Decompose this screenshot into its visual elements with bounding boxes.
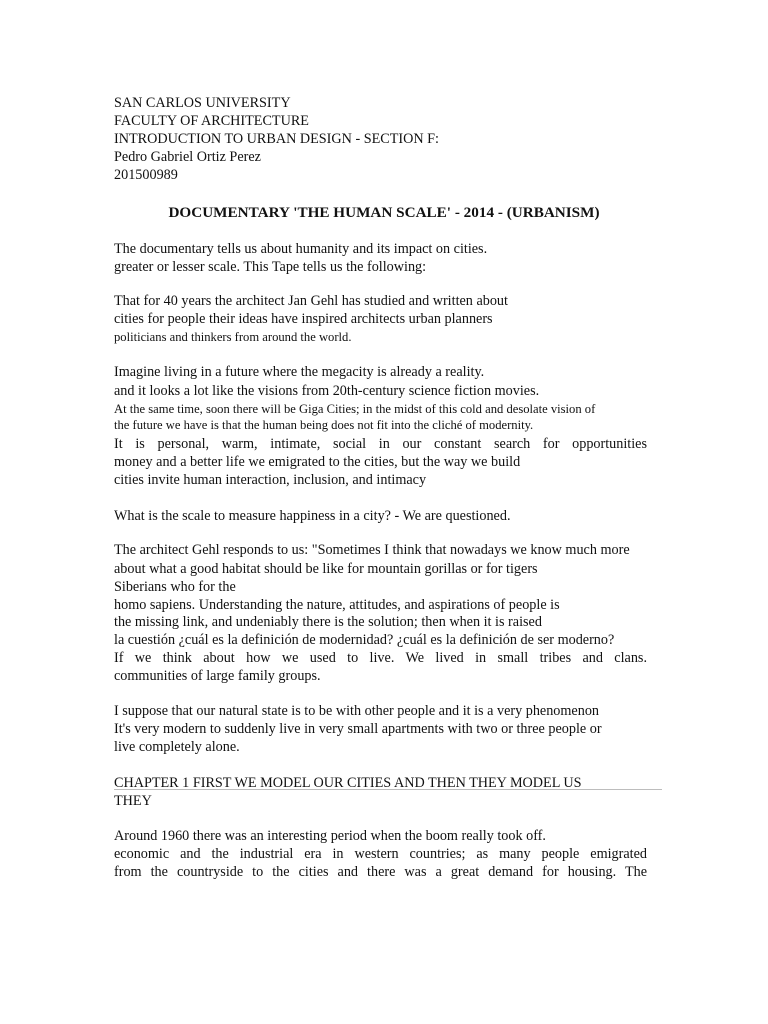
chapter-heading: CHAPTER 1 FIRST WE MODEL OUR CITIES AND THEN THEY MODEL US <box>114 775 582 791</box>
document-title: DOCUMENTARY 'THE HUMAN SCALE' - 2014 - (URBANISM) <box>168 204 600 221</box>
paragraph-line: economic and the industrial era in western countries; as many people emigrated <box>114 846 647 862</box>
paragraph-line: the missing link, and undeniably there is the solution; then when it is raised <box>114 614 542 630</box>
paragraph-line: At the same time, soon there will be Giga Cities; in the midst of this cold and desolate vision of <box>114 402 596 416</box>
paragraph-line: Imagine living in a future where the megacity is already a reality. <box>114 364 485 380</box>
paragraph-line: greater or lesser scale. This Tape tells us the following: <box>114 259 427 275</box>
chapter-heading: THEY <box>114 793 152 809</box>
paragraph-line: cities invite human interaction, inclusion, and intimacy <box>114 472 427 488</box>
paragraph-line: communities of large family groups. <box>114 668 321 684</box>
paragraph-line: Siberians who for the <box>114 579 236 595</box>
paragraph-line: from the countryside to the cities and there was a great demand for housing. The <box>114 864 647 880</box>
paragraph-line: politicians and thinkers from around the world. <box>114 330 352 344</box>
paragraph-line: It is personal, warm, intimate, social in our constant search for opportunities <box>114 436 647 452</box>
chapter-rule <box>114 789 662 790</box>
paragraph-line: homo sapiens. Understanding the nature, attitudes, and aspirations of people is <box>114 597 560 613</box>
paragraph-line: I suppose that our natural state is to be with other people and it is a very phenomenon <box>114 703 600 719</box>
paragraph-line: money and a better life we emigrated to the cities, but the way we build <box>114 454 521 470</box>
paragraph-line: la cuestión ¿cuál es la definición de modernidad? ¿cuál es la definición de ser moderno? <box>114 632 615 648</box>
header-university: SAN CARLOS UNIVERSITY <box>114 95 291 111</box>
paragraph-line: The documentary tells us about humanity and its impact on cities. <box>114 241 488 257</box>
paragraph-line: That for 40 years the architect Jan Gehl has studied and written about <box>114 293 508 309</box>
paragraph-line: the future we have is that the human being does not fit into the cliché of modernity. <box>114 418 534 432</box>
paragraph-line: If we think about how we used to live. We lived in small tribes and clans. <box>114 650 647 666</box>
header-course: INTRODUCTION TO URBAN DESIGN - SECTION F: <box>114 131 440 147</box>
header-faculty: FACULTY OF ARCHITECTURE <box>114 113 309 129</box>
paragraph-line: about what a good habitat should be like for mountain gorillas or for tigers <box>114 561 538 577</box>
paragraph-line: and it looks a lot like the visions from 20th-century science fiction movies. <box>114 383 540 399</box>
header-author: Pedro Gabriel Ortiz Perez <box>114 149 261 165</box>
paragraph-line: Around 1960 there was an interesting period when the boom really took off. <box>114 828 546 844</box>
paragraph-line: What is the scale to measure happiness in a city? - We are questioned. <box>114 508 511 524</box>
paragraph-line: cities for people their ideas have inspired architects urban planners <box>114 311 493 327</box>
paragraph-line: live completely alone. <box>114 739 240 755</box>
paragraph-line: It's very modern to suddenly live in very small apartments with two or three people or <box>114 721 602 737</box>
header-student-id: 201500989 <box>114 167 178 183</box>
paragraph-line: The architect Gehl responds to us: "Sometimes I think that nowadays we know much more <box>114 542 630 558</box>
